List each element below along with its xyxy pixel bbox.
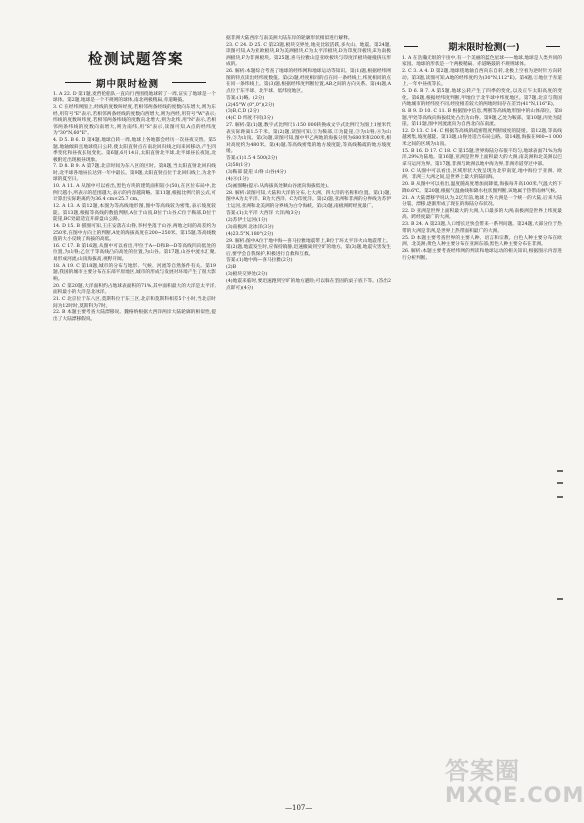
answer-paragraph: (2)58(1分) <box>226 163 250 169</box>
answer-paragraph: 3. C 在经纬网图上,经线的度数叫经度,若相邻两条经线的度数向东增大,则为东经,用符号"E"表示,若相邻两条经线的度数向西增大,则为西经,用符号"W"表示;纬线的度数叫纬度,若相邻两条纬线的度数向北增大,则为北纬,用"N"表示,若相邻两条纬线的度数向南增大,则为南纬,用"S"表示,读图可知,A点的经纬度为"30°N,60°E"。 <box>53 105 216 137</box>
answer-column-middle <box>226 36 391 798</box>
scan-edge-mark <box>557 470 563 472</box>
answer-paragraph: 12. A 13. A 第12题,本图为等高线地形图,图中等高线较为密集,表示坡度较陡。第13题,根据等高线的数值判断,A位于山顶,B位于山谷,C位于鞍部,D位于陡崖,BC处最适宜开辟盘山公路。 <box>53 204 216 223</box>
answer-paragraph: 答案:(1)太平洋 大西洋 大洋洲(3分) <box>226 210 301 216</box>
answer-column-right <box>402 56 562 756</box>
watermark-url: MXQE.COM <box>445 783 584 807</box>
watermark-logo: 答案圈 <box>445 757 520 785</box>
answer-paragraph: 22. D 亚洲是世界上面积最大的大洲,人口最多的大洲;南极洲是世界上纬度最高、跨经度最广的大洲。 <box>402 208 562 221</box>
answer-paragraph: 5. D 6. B 7. A 第5题,地球公转产生了四季的变化,以及正午太阳高度的变化。第6题,根据经纬度判断,甲地位于北半球中纬度地区。第7题,北京与我国内地城市的经纬度不同,经度相差较大的两地时间存在差异(41°N,116°E)。 <box>402 89 562 108</box>
answer-paragraph: (3)B,C,D (2分) <box>226 109 260 115</box>
answer-paragraph: (4)C D 纬度不同(3分) <box>226 116 274 122</box>
answer-paragraph: 19. C 从图中可以看出,区域形状大致呈现为北窄南宽,地中海位于亚洲、欧洲、非洲三大洲之间,是世界上最大的陆间海。 <box>402 168 562 181</box>
answer-paragraph: 15. B 16. D 17. C 18. C 第15题,世界海陆分布很不均匀,地球表面71%为海洋,29%为陆地。第16题,亚洲是世界上面积最大的大洲,南美洲和北美洲以巴拿马运河为界。第17题,非洲与欧洲以地中海为界,非洲赤道穿过中部。 <box>402 148 562 167</box>
answer-paragraph: 10. A 11. A 从图中可以看出,黑色方块的建筑面积较小(50),在区位布局中,比例尺越小,所表示的范围越大,表示的内容越简略。第11题,根据比例尺的公式,可计算出实际距离约为36.4 cm×25.7 cm。 <box>53 184 216 203</box>
answer-paragraph: (3)鞍部 陡崖 山脊 山谷(4分) <box>226 170 286 176</box>
scan-edge-mark <box>557 496 563 498</box>
answer-paragraph: (4)④(1分) <box>226 177 249 183</box>
page-main-title: 检测试题答案 <box>88 52 184 68</box>
answer-paragraph: 26. 解析:本题主要考查经纬网的判读和地球运动的相关知识,根据图示内容进行分析判断。 <box>402 249 562 261</box>
answer-paragraph: 1. A 在浩瀚无垠的宇宙中,有一个美丽的蓝色星球——地球,地球是人类共同的家园。地球的形状是一个两极稍扁、赤道略鼓的不规则球体。 <box>402 56 562 68</box>
answer-paragraph: 26. 解析:本题综合考查了地球的经纬网和地球运动等知识。第(1)题,根据经纬网图的特点读出经纬度数值。第(2)题,经度相同的点在同一条经线上,纬度相同的点在同一条纬线上。第(3)题,根据经纬度判断位置,AB之间的方向关系。第(4)题,A点位于东半球、北半球、低纬度地区。 <box>226 69 391 94</box>
answer-paragraph: (2)45°W (0°,0°)(2分) <box>226 102 275 108</box>
answer-paragraph: (3)板块交界处(2分) <box>226 272 268 278</box>
answer-paragraph: 20. C 第20题,大洋面积约占地球表面积的71%,其中面积最大的大洋是太平洋,面积最小的大洋是北冰洋。 <box>53 283 216 296</box>
col3-title-rule-right <box>546 46 560 47</box>
answer-paragraph: 16. C 17. B 第16题,从图中可以看出,甲位于A—D和B—D等高线凹向低处的位置,为山脊;乙位于等高线凸向高处的位置,为山谷。第17题,山谷中流水汇聚,易形成河流;山顶海拔高,视野开阔。 <box>53 243 216 262</box>
answer-paragraph: 25. D 本题主要考查世界的主要人种、语言和宗教。白色人种主要分布在欧洲、北美洲;黄色人种主要分布在亚洲东部;黑色人种主要分布在非洲。 <box>402 235 562 248</box>
scan-edge-mark <box>557 482 563 484</box>
answer-paragraph: 7. D 8. B 9. A 第7题,北京时间为东八区的区时。第8题,当太阳直射北回归线时,北半球各地昼长达到一年中最长。第9题,太阳直射点位于北回归线上,为北半球的夏至日。 <box>53 164 216 183</box>
answer-paragraph: 28. 解析:读图可知,大陆和大洋的分布,七大洲、四大洋的名称和位置。第(1)题,图中A为太平洋、B为大西洋、C为印度洋。第(2)题,亚洲和非洲的分界线为苏伊士运河,亚洲和北美洲的分界线为白令海峡。第(3)题,南极洲跨经度最广。 <box>226 190 391 209</box>
answer-paragraph: 23. B 24. A 第23题,人口增长过快会带来一系列问题。第24题,大部分位于热带的大洲是非洲,是世界上热带面积最广的大洲。 <box>402 222 562 234</box>
answer-paragraph: 22. B 本题主要考查大陆漂移说。魏格纳根据大西洋两岸大陆轮廓的相似性,提出了大陆漂移假说。 <box>53 310 216 322</box>
answer-paragraph: 4. D 5. B 6. D 第4题,地球自转一周,地球上各地都会经历一次昼夜交替。第5题,地轴倾斜且地球绕日公转,使太阳直射点在南北回归线之间来回移动,产生四季变化和昼夜长短变化。第6题,6月14日,太阳直射北半球,北半球昼长夜短,北极附近出现极昼现象。 <box>53 138 216 163</box>
answer-paragraph: 1. A 22. D 第1题,麦哲伦船队一直向行西围绕地球转了一周,证实了地球是一个球体。第2题,地球是一个不规则的球体,南北两极稍扁,赤道略鼓。 <box>53 92 216 104</box>
scan-edge-mark <box>557 598 563 600</box>
answer-column-left <box>53 92 216 798</box>
answer-paragraph: 29. 解析:图中A位于地中海—喜马拉雅地震带上,B位于环太平洋火山地震带上。第(2)题,地震发生时,应保持镇静,迅速撤离到空旷的地方。第(3)题,地震灾害发生后,要学会自我保护,积极进行自救和互救。 <box>226 238 391 257</box>
answer-paragraph: 18. A 19. C 第18题,城市的分布与地形、气候、河流等自然条件有关。第19题,我国的城市主要分布在东部平原地区,城市的形成与发展对环境产生了很大影响。 <box>53 263 216 282</box>
col3-title-rule-left <box>404 46 418 47</box>
answer-paragraph: 答案:(1)地中海—喜马拉雅(2分) <box>226 258 293 264</box>
answer-paragraph: (4)23.5°N,180°(2分) <box>226 231 274 237</box>
answer-paragraph: (5)画图略(提示:从海拔高处顺山谷流向海拔低处)。 <box>226 183 332 189</box>
answer-paragraph: 21. C 北京位于东八区,莫斯科位于东三区,北京和莫斯科相差5个小时,当北京时间为12时时,莫斯科为7时。 <box>53 297 216 309</box>
answer-paragraph: 23. C 24. D 25. C 第23题,板块交界处,地壳比较活跃,多火山、地震。第24题,读图可知,A为亚欧板块,B为美洲板块,C为太平洋板块,D为印度洋板块,E为南极洲板块,F为非洲板块。第25题,喜马拉雅山是亚欧板块与印度洋板块碰撞挤压形成的。 <box>226 42 391 68</box>
section-rule-left <box>65 82 91 83</box>
answer-paragraph: 答案:(1)1.5 4 500(2分) <box>226 156 278 162</box>
answer-paragraph: 据非洲大陆西岸与南美洲大陆东岸的轮廓形状相似进行解释。 <box>226 36 353 41</box>
section-title: 期中限时检测 <box>96 79 160 90</box>
answer-paragraph: (2)B <box>226 265 237 271</box>
answer-paragraph: 12. D 13. C 14. C 根据等高线的疏密程度判断坡度的陡缓。第12题,等高线越密集,坡度越陡。第13题,山脊处适合布局公路。第14题,海拔在900~1 000米之间的区域为山顶。 <box>402 128 562 147</box>
answer-paragraph: 2. C 3. A 4. D 第2题,地球绕地轴自西向东自转,北极上空看为逆时针方向转动。第3题,读图可知,A地的经纬度约为(30°N,112°E)。第4题,①地位于赤道上,一年中昼夜等长。 <box>402 69 562 88</box>
answer-paragraph: (4)地震来临时,要迅速跑到空旷的地方避险;可以躲在坚固的桌子底下等。(答出2点即可)(4分) <box>226 279 391 291</box>
answer-paragraph: (3)南极洲 北冰洋(3分) <box>226 224 274 230</box>
answer-paragraph: 27. 解析:第(1)题,数字式比例尺1:150 000转换成文字式比例尺为图上1厘米代表实际距离1.5千米。第(2)题,读图可知,①为鞍部,②为陡崖,③为山脊,④为山谷,⑤为山顶。第(3)题,读图可知,图中甲乙两地的海拔分别为680米和200米,相对高度约为480米。第(4)题,等高线密集的地方坡度陡,等高线稀疏的地方坡度缓。 <box>226 123 391 155</box>
watermark <box>445 757 584 807</box>
answer-paragraph: 8. B 9. D 10. C 11. B 根据图中信息,判断等高线地形图中的山体部位。第8题,甲处等高线向海拔低处凸出为山脊。第9题,乙处为鞍部。第10题,丙处为陡崖。第11题,图中河流流向为自西北向东南流。 <box>402 109 562 128</box>
answer-paragraph: 14. D 15. B 描图可知,王庄安落在山脊,李村坐落于山谷,两地之间的高差约为250米,在图中方向上的判断,A处的海拔高度在200~250米。第15题,等高线数值的大小反映了海拔的高低。 <box>53 224 216 242</box>
answer-paragraph: (2)苏伊士运河(1分) <box>226 217 268 223</box>
page-number: —107— <box>285 804 313 812</box>
answer-paragraph: 答案:(1)略。(2分) <box>226 95 265 101</box>
answer-paragraph: 21. A 大陆漂移学说认为,2亿年前,地球上各大洲是一个统一的大陆,后来大陆分裂、漂移,逐渐形成了现在的海陆分布状况。 <box>402 195 562 207</box>
section-title-final: 期末限时检测(一) <box>448 43 520 53</box>
answer-paragraph: 20. B 从图中可以看出,温度随高度增加而降低,海拔每升高100米,气温大约下降0.6℃。第20题,根据气温曲线和降水柱状图判断,该地属于热带雨林气候。 <box>402 182 562 194</box>
section-rule-right <box>172 82 206 83</box>
